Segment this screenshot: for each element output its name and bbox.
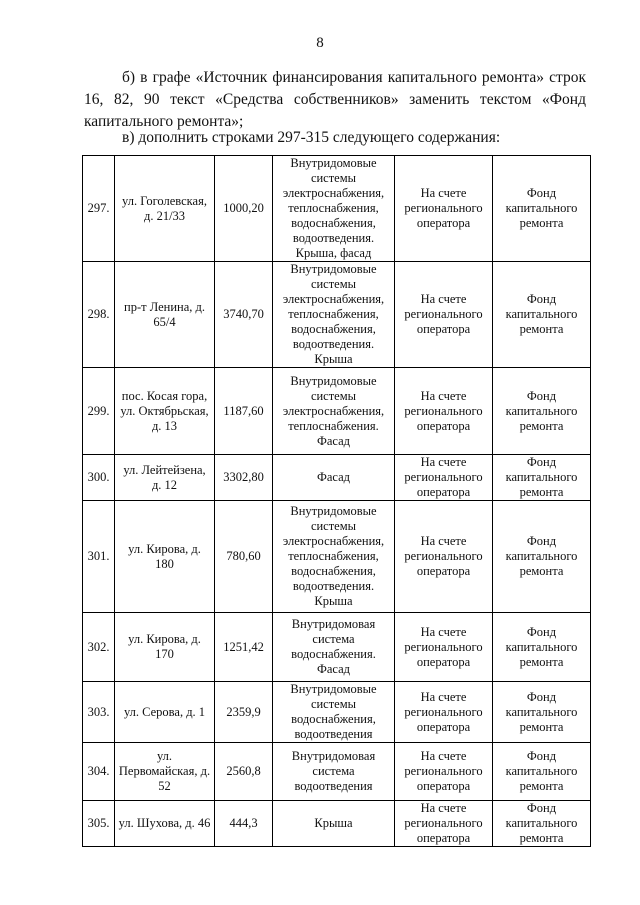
- account-cell: На счете регионального оператора: [395, 501, 493, 613]
- account-cell: На счете регионального оператора: [395, 801, 493, 847]
- row-number: 297.: [83, 156, 115, 262]
- cost-cell: 1251,42: [215, 613, 273, 682]
- page-number: 8: [316, 35, 324, 51]
- works-cell: Внутридомовые системы водоснабжения, водоотведения: [273, 682, 395, 743]
- works-cell: Внутридомовые системы электроснабжения, теплоснабжения, водоснабжения, водоотведения. Крыша: [273, 501, 395, 613]
- works-cell: Крыша: [273, 801, 395, 847]
- address-cell: ул. Первомайская, д. 52: [115, 743, 215, 801]
- address-cell: ул. Шухова, д. 46: [115, 801, 215, 847]
- account-cell: На счете регионального оператора: [395, 682, 493, 743]
- source-cell: Фонд капитального ремонта: [493, 682, 591, 743]
- row-number: 298.: [83, 262, 115, 368]
- row-number: 302.: [83, 613, 115, 682]
- source-cell: Фонд капитального ремонта: [493, 743, 591, 801]
- row-number: 304.: [83, 743, 115, 801]
- row-number: 301.: [83, 501, 115, 613]
- cost-cell: 1187,60: [215, 368, 273, 455]
- account-cell: На счете регионального оператора: [395, 262, 493, 368]
- table-row: [83, 613, 591, 682]
- table-row: [83, 801, 591, 847]
- works-cell: Внутридомовые системы электроснабжения, теплоснабжения. Фасад: [273, 368, 395, 455]
- paragraph-b: б) в графе «Источник финансирования капитального ремонта» строк 16, 82, 90 текст «Средства собственников» заменить текстом «Фонд капитального ремонта»;: [84, 69, 586, 130]
- cost-cell: 444,3: [215, 801, 273, 847]
- works-cell: Внутридомовая система водоотведения: [273, 743, 395, 801]
- address-cell: ул. Серова, д. 1: [115, 682, 215, 743]
- source-cell: Фонд капитального ремонта: [493, 455, 591, 501]
- source-cell: Фонд капитального ремонта: [493, 501, 591, 613]
- table-row: [83, 262, 591, 368]
- source-cell: Фонд капитального ремонта: [493, 613, 591, 682]
- row-number: 300.: [83, 455, 115, 501]
- cost-cell: 780,60: [215, 501, 273, 613]
- works-cell: Фасад: [273, 455, 395, 501]
- cost-cell: 1000,20: [215, 156, 273, 262]
- works-cell: Внутридомовые системы электроснабжения, теплоснабжения, водоснабжения, водоотведения. Крыша: [273, 262, 395, 368]
- table-row: [83, 156, 591, 262]
- works-cell: Внутридомовая система водоснабжения. Фасад: [273, 613, 395, 682]
- cost-cell: 2359,9: [215, 682, 273, 743]
- repair-schedule-table: [82, 155, 591, 847]
- cost-cell: 2560,8: [215, 743, 273, 801]
- row-number: 299.: [83, 368, 115, 455]
- account-cell: На счете регионального оператора: [395, 613, 493, 682]
- table-row: [83, 743, 591, 801]
- table-row: [83, 501, 591, 613]
- cost-cell: 3302,80: [215, 455, 273, 501]
- account-cell: На счете регионального оператора: [395, 156, 493, 262]
- source-cell: Фонд капитального ремонта: [493, 368, 591, 455]
- account-cell: На счете регионального оператора: [395, 455, 493, 501]
- source-cell: Фонд капитального ремонта: [493, 262, 591, 368]
- address-cell: ул. Лейтейзена, д. 12: [115, 455, 215, 501]
- paragraph-v: в) дополнить строками 297-315 следующего содержания:: [122, 129, 501, 146]
- address-cell: пр-т Ленина, д. 65/4: [115, 262, 215, 368]
- table-row: [83, 455, 591, 501]
- cost-cell: 3740,70: [215, 262, 273, 368]
- row-number: 303.: [83, 682, 115, 743]
- source-cell: Фонд капитального ремонта: [493, 801, 591, 847]
- row-number: 305.: [83, 801, 115, 847]
- address-cell: ул. Кирова, д. 170: [115, 613, 215, 682]
- address-cell: пос. Косая гора, ул. Октябрьская, д. 13: [115, 368, 215, 455]
- address-cell: ул. Кирова, д. 180: [115, 501, 215, 613]
- source-cell: Фонд капитального ремонта: [493, 156, 591, 262]
- account-cell: На счете регионального оператора: [395, 368, 493, 455]
- table-row: [83, 368, 591, 455]
- address-cell: ул. Гоголевская, д. 21/33: [115, 156, 215, 262]
- table-row: [83, 682, 591, 743]
- works-cell: Внутридомовые системы электроснабжения, теплоснабжения, водоснабжения, водоотведения. Крыша, фасад: [273, 156, 395, 262]
- account-cell: На счете регионального оператора: [395, 743, 493, 801]
